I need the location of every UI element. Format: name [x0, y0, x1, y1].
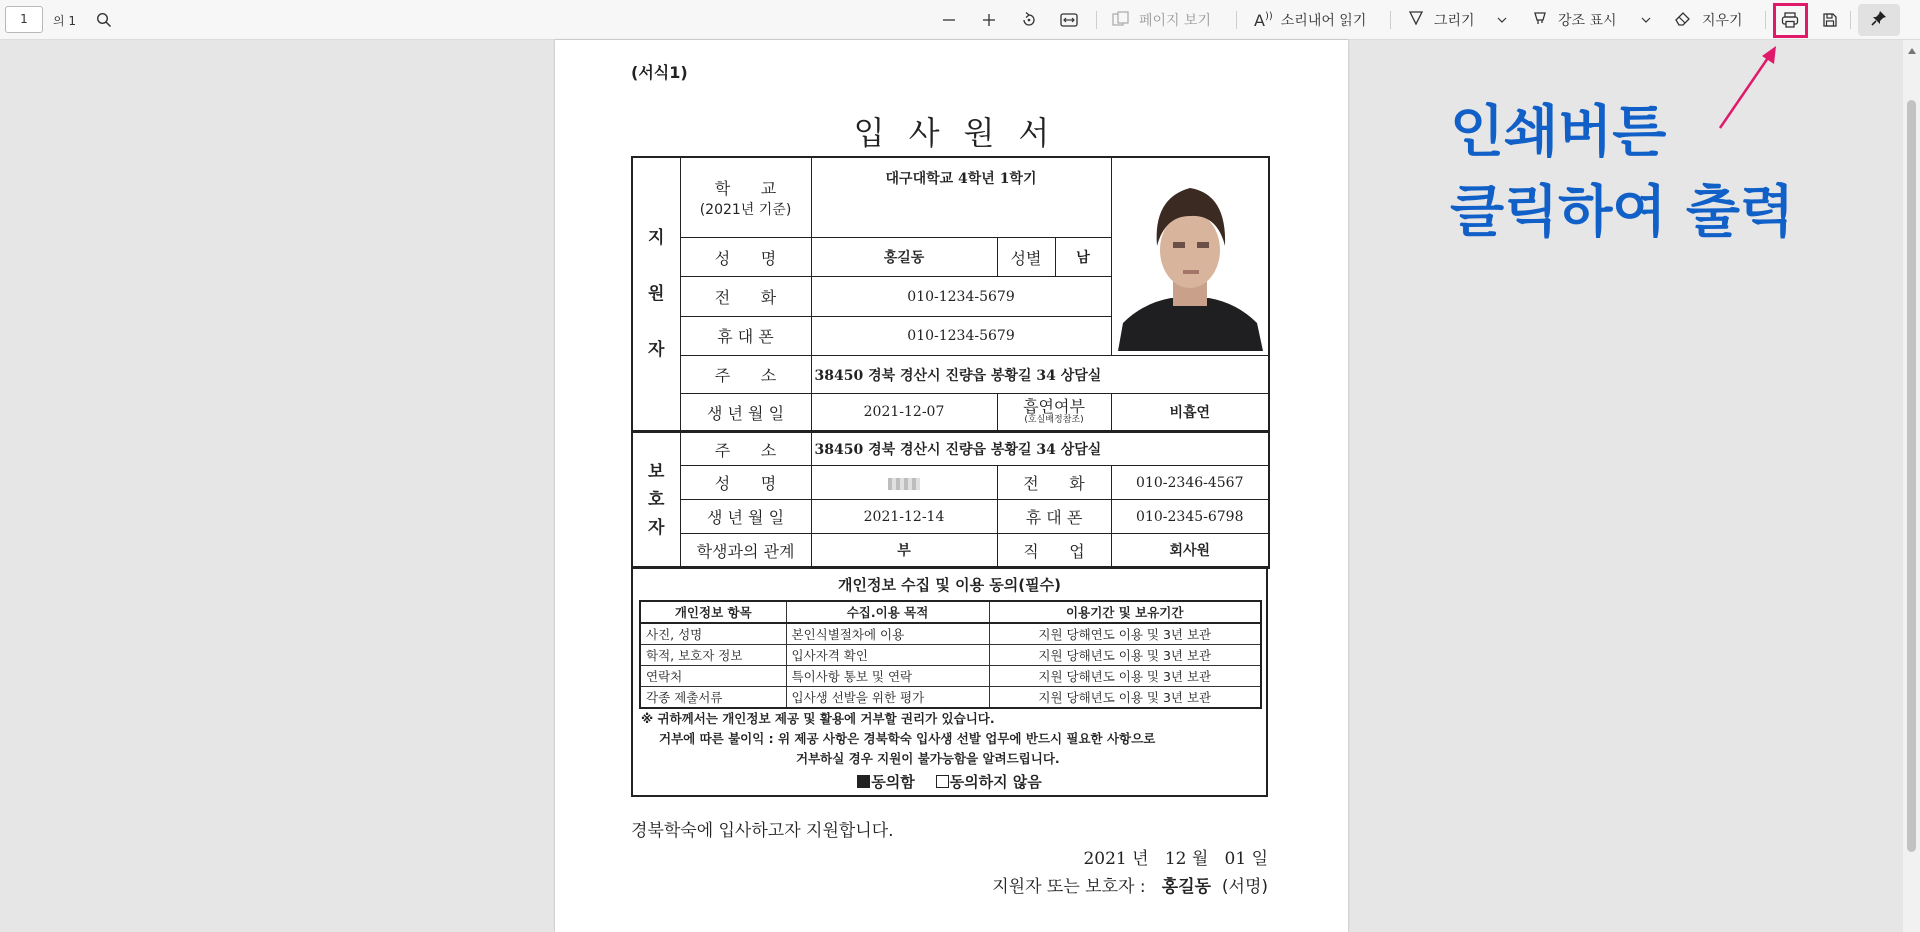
save-icon[interactable] — [1814, 0, 1846, 40]
application-statement: 경북학숙에 입사하고자 지원합니다. — [631, 821, 894, 841]
disagree-checkbox[interactable] — [936, 775, 949, 788]
erase-label: 지우기 — [1702, 13, 1743, 29]
consent-notice: ※ 귀하께서는 개인정보 제공 및 활용에 거부할 권리가 있습니다. — [641, 711, 995, 726]
mobile-value: 010-1234-5679 — [811, 316, 1111, 355]
relation-label: 학생과의 관계 — [680, 534, 811, 568]
job-label: 직 업 — [997, 534, 1111, 568]
applicant-section-label: 지 원 자 — [632, 157, 680, 432]
consent-period: 지원 당해연도 이용 및 3년 보관 — [989, 623, 1261, 645]
gender-value: 남 — [1055, 238, 1111, 277]
print-button-highlight — [1773, 3, 1808, 38]
job-value: 회사원 — [1111, 534, 1269, 568]
table-row — [640, 623, 1261, 645]
name-label: 성 명 — [680, 238, 811, 277]
read-aloud-label: 소리내어 읽기 — [1280, 13, 1367, 29]
gender-label: 성별 — [997, 238, 1055, 277]
consent-purpose: 본인식별절차에 이용 — [786, 623, 989, 645]
guardian-birth-value: 2021-12-14 — [811, 500, 997, 534]
mobile-label: 휴 대 폰 — [680, 316, 811, 355]
scroll-up-arrow-icon[interactable] — [1908, 48, 1916, 54]
chevron-down-icon[interactable] — [1490, 0, 1514, 40]
pin-icon — [1871, 10, 1887, 30]
address-label: 주 소 — [680, 356, 811, 394]
page-view-label: 페이지 보기 — [1139, 13, 1212, 29]
read-aloud-icon: A)) — [1254, 10, 1273, 30]
toolbar-divider — [1390, 11, 1391, 29]
guardian-mobile-value: 010-2345-6798 — [1111, 500, 1269, 534]
read-aloud-button[interactable] — [1254, 0, 1366, 40]
page-view-icon — [1112, 11, 1129, 30]
birth-label: 생 년 월 일 — [680, 394, 811, 432]
consent-header: 수집.이용 목적 — [786, 601, 989, 623]
fit-width-icon[interactable] — [1053, 0, 1085, 40]
guardian-address-label: 주 소 — [680, 432, 811, 466]
guardian-phone-label: 전 화 — [997, 466, 1111, 500]
consent-item: 연락처 — [640, 666, 786, 687]
guardian-birth-label: 생 년 월 일 — [680, 500, 811, 534]
eraser-icon — [1674, 10, 1692, 30]
name-value: 홍길동 — [811, 238, 997, 277]
consent-period: 지원 당해년도 이용 및 3년 보관 — [989, 687, 1261, 709]
draw-icon — [1408, 10, 1424, 30]
disagree-label: 동의하지 않음 — [949, 773, 1042, 791]
consent-header: 개인정보 항목 — [640, 601, 786, 623]
guardian-name-value — [811, 466, 997, 500]
annotation-line-2: 클릭하여 출력 — [1450, 180, 1795, 245]
erase-button[interactable] — [1674, 0, 1743, 40]
privacy-consent-box — [631, 566, 1268, 797]
phone-value: 010-1234-5679 — [811, 277, 1111, 316]
table-row — [640, 687, 1261, 709]
address-value: 38450 경북 경산시 진량읍 봉황길 34 상담실 — [811, 356, 1269, 394]
consent-options — [633, 771, 1266, 792]
consent-period: 지원 당해년도 이용 및 3년 보관 — [989, 645, 1261, 666]
vertical-scrollbar[interactable] — [1903, 40, 1920, 932]
relation-value: 부 — [811, 534, 997, 568]
consent-title: 개인정보 수집 및 이용 동의(필수) — [838, 576, 1061, 594]
birth-value: 2021-12-07 — [811, 394, 997, 432]
signature-note: (서명) — [1221, 877, 1268, 897]
page-number-input[interactable]: 1 — [5, 6, 43, 33]
phone-label: 전 화 — [680, 277, 811, 316]
consent-purpose: 특이사항 통보 및 연락 — [786, 666, 989, 687]
consent-purpose: 입사자격 확인 — [786, 645, 989, 666]
draw-button[interactable] — [1408, 0, 1475, 40]
smoking-value: 비흡연 — [1111, 394, 1269, 432]
toolbar-divider — [1850, 11, 1851, 29]
zoom-out-icon[interactable] — [933, 0, 965, 40]
highlighter-icon — [1532, 10, 1548, 30]
guardian-phone-value: 010-2346-4567 — [1111, 466, 1269, 500]
page-total: 의 1 — [53, 13, 77, 28]
pin-toolbar-button[interactable] — [1858, 4, 1900, 36]
signer-name: 홍길동 — [1161, 877, 1212, 897]
table-row — [640, 645, 1261, 666]
agree-label: 동의함 — [871, 773, 915, 791]
consent-notice: 거부하실 경우 지원이 불가능함을 알려드립니다. — [796, 751, 1060, 766]
signer-label: 지원자 또는 보호자 : — [992, 877, 1146, 897]
consent-item: 사진, 성명 — [640, 623, 786, 645]
zoom-in-icon[interactable] — [973, 0, 1005, 40]
guardian-name-label: 성 명 — [680, 466, 811, 500]
annotation-arrow-icon — [1700, 40, 1780, 140]
consent-item: 각종 제출서류 — [640, 687, 786, 709]
applicant-photo-image — [1113, 158, 1267, 351]
toolbar-divider — [1096, 11, 1097, 29]
annotation-line-1: 인쇄버튼 — [1450, 100, 1667, 165]
school-label: 학 교 (2021년 기준) — [680, 157, 811, 238]
consent-notice: 거부에 따른 불이익 : 위 제공 사항은 경북학숙 입사생 선발 업무에 반드시 필요한 사항으로 — [659, 731, 1156, 746]
scrollbar-thumb[interactable] — [1907, 100, 1916, 852]
signature-line — [928, 872, 1268, 897]
form-number-label: (서식1) — [631, 63, 688, 82]
pdf-toolbar — [0, 0, 1920, 40]
rotate-icon[interactable] — [1013, 0, 1045, 40]
applicant-photo — [1111, 157, 1269, 356]
search-icon[interactable] — [88, 0, 120, 40]
school-value: 대구대학교 4학년 1학기 — [811, 157, 1111, 238]
application-table — [631, 156, 1270, 569]
highlight-button[interactable] — [1532, 0, 1617, 40]
draw-label: 그리기 — [1434, 13, 1475, 29]
smoking-label: 흡연여부 (호실배정참조) — [997, 394, 1111, 432]
chevron-down-icon[interactable] — [1634, 0, 1658, 40]
consent-purpose: 입사생 선발을 위한 평가 — [786, 687, 989, 709]
blurred-name — [888, 478, 920, 490]
page-view-button[interactable] — [1112, 0, 1211, 40]
document-title: 입사원서 — [853, 114, 1074, 152]
guardian-section-label: 보 호 자 — [632, 432, 680, 568]
guardian-mobile-label: 휴 대 폰 — [997, 500, 1111, 534]
toolbar-divider — [1765, 11, 1766, 29]
consent-period: 지원 당해년도 이용 및 3년 보관 — [989, 666, 1261, 687]
guardian-address-value: 38450 경북 경산시 진량읍 봉황길 34 상담실 — [811, 432, 1269, 466]
consent-item: 학적, 보호자 정보 — [640, 645, 786, 666]
consent-header: 이용기간 및 보유기간 — [989, 601, 1261, 623]
toolbar-divider — [1236, 11, 1237, 29]
pdf-page — [555, 40, 1348, 932]
table-row — [640, 666, 1261, 687]
consent-table — [639, 600, 1262, 709]
highlight-label: 강조 표시 — [1558, 13, 1617, 29]
agree-checkbox[interactable] — [857, 775, 870, 788]
application-date: 2021 년 12 월 01 일 — [1083, 849, 1268, 869]
